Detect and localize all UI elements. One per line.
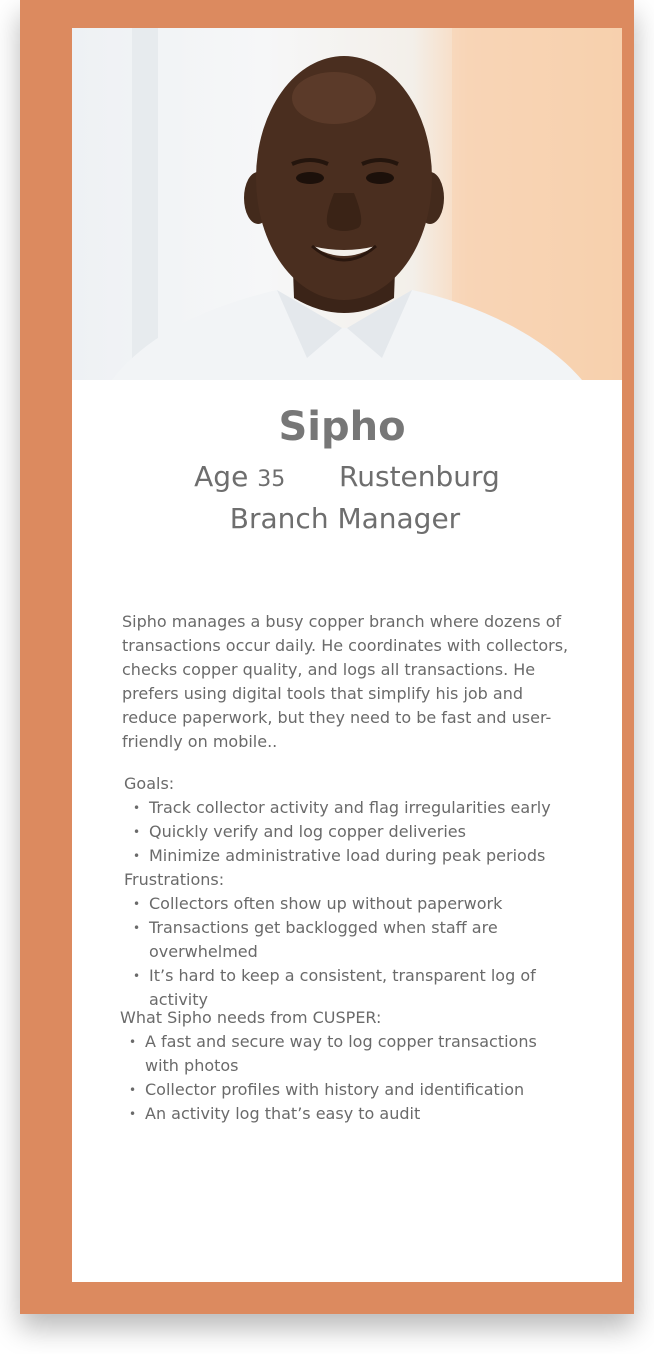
frustrations-section <box>124 868 564 1012</box>
bullet-icon: • <box>133 921 141 935</box>
bullet-icon: • <box>129 1035 137 1049</box>
list-item: • Track collector activity and flag irregularities early <box>124 796 564 820</box>
goals-heading: Goals: <box>124 774 175 793</box>
needs-section <box>120 1006 560 1126</box>
needs-heading: What Sipho needs from CUSPER: <box>120 1008 382 1027</box>
age-label: Age <box>194 460 249 493</box>
goals-section <box>124 772 564 868</box>
bullet-icon: • <box>133 849 141 863</box>
list-item: • Transactions get backlogged when staff are overwhelmed <box>133 918 498 961</box>
persona-name: Sipho <box>278 404 406 450</box>
list-item: • An activity log that’s easy to audit <box>120 1102 560 1126</box>
list-item: • Collector profiles with history and identification <box>120 1078 560 1102</box>
location: Rustenburg <box>339 460 500 493</box>
list-item: • A fast and secure way to log copper transactions with photos <box>129 1032 537 1075</box>
list-item: • It’s hard to keep a consistent, transparent log of activity <box>133 966 536 1009</box>
bullet-icon: • <box>129 1107 137 1121</box>
persona-role: Branch Manager <box>229 502 461 535</box>
bullet-icon: • <box>133 825 141 839</box>
age-value: 35 <box>257 467 286 492</box>
persona-card <box>72 28 622 1282</box>
portrait-illustration <box>72 28 622 380</box>
list-item: • Minimize administrative load during peak periods <box>124 844 564 868</box>
bullet-icon: • <box>129 1083 137 1097</box>
bullet-icon: • <box>133 969 141 983</box>
persona-bio: Sipho manages a busy copper branch where dozens of transactions occur daily. He coordinates with collectors, checks copper quality, and logs all transactions. He prefers using digital tools that simplify his job and reduce paperwork, but they need to be fast and user-friendly on mobile.. <box>122 612 569 751</box>
persona-meta <box>72 460 622 493</box>
list-item: • Quickly verify and log copper deliveries <box>124 820 564 844</box>
list-item: • Collectors often show up without paperwork <box>124 892 564 916</box>
frustrations-heading: Frustrations: <box>124 870 225 889</box>
bullet-icon: • <box>133 801 141 815</box>
persona-photo <box>72 28 622 380</box>
bullet-icon: • <box>133 897 141 911</box>
persona-frame <box>20 0 634 1314</box>
